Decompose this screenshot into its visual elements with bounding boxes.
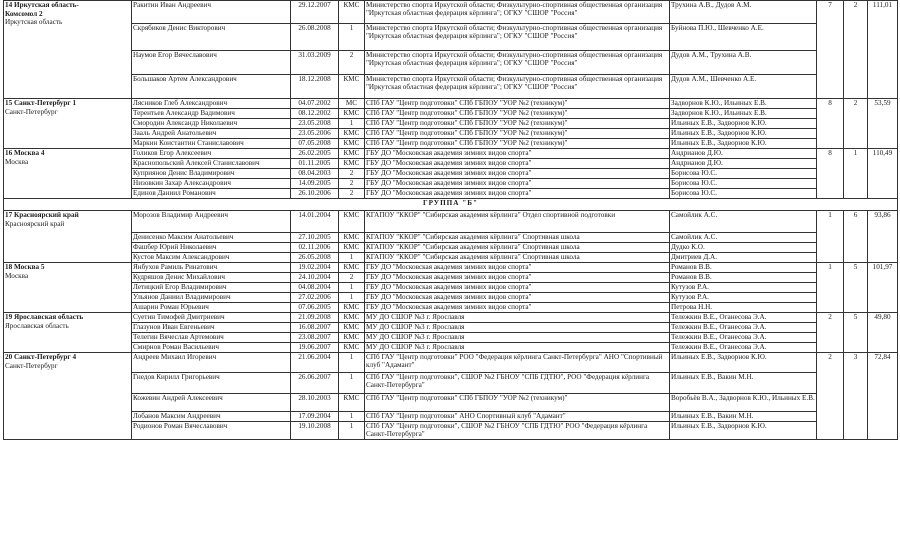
birth-date: 21.09.2008 <box>291 313 339 323</box>
player-name: Лобанов Максим Андреевич <box>132 412 291 422</box>
player-name: Терентьев Александр Вадимович <box>132 109 291 119</box>
coach: Борисова Ю.С. <box>670 189 817 199</box>
team-place: 8 <box>817 99 844 149</box>
sport-rank: КМС <box>339 323 365 333</box>
player-row <box>4 189 898 199</box>
birth-date: 18.12.2008 <box>291 75 339 99</box>
organization: КГАПОУ "ККОР" "Сибирская академия кёрлинга" Отдел спортивной подготовки <box>365 211 670 233</box>
coach: Романов В.В. <box>670 263 817 273</box>
team-cell <box>4 313 132 353</box>
player-row <box>4 253 898 263</box>
team-number: 15 <box>5 99 13 107</box>
sport-rank: КМС <box>339 243 365 253</box>
coach: Дудов А.М., Шевченко А.Е. <box>670 75 817 99</box>
organization: ГБУ ДО "Московская академия зимних видов спорта" <box>365 189 670 199</box>
sport-rank: КМС <box>339 313 365 323</box>
team-region: Ярославская область <box>5 321 69 330</box>
birth-date: 26.06.2007 <box>291 373 339 394</box>
team-place: 1 <box>817 211 844 263</box>
player-name: Летицкий Егор Владимирович <box>132 283 291 293</box>
player-row <box>4 273 898 283</box>
team-number: 17 <box>5 211 13 219</box>
sport-rank: 1 <box>339 412 365 422</box>
player-name: Андреев Михаил Игоревич <box>132 353 291 373</box>
player-row <box>4 24 898 51</box>
sport-rank: КМС <box>339 129 365 139</box>
player-row <box>4 243 898 253</box>
team-name: Санкт-Петербург 1 <box>13 99 77 107</box>
organization: ГБУ ДО "Московская академия зимних видов спорта" <box>365 159 670 169</box>
player-row <box>4 293 898 303</box>
coach: Тележкин В.Е., Оганесова Э.А. <box>670 333 817 343</box>
organization: ГБУ ДО "Московская академия зимних видов спорта" <box>365 303 670 313</box>
team-name: Москва 4 <box>13 149 45 157</box>
team-name: Красноярский край <box>13 211 79 219</box>
birth-date: 31.03.2009 <box>291 51 339 75</box>
coach: Буйнова П.Ю., Шевченко А.Е. <box>670 24 817 51</box>
coach: Ильиных Е.В., Задворнов К.Ю. <box>670 119 817 129</box>
sport-rank: 2 <box>339 189 365 199</box>
team-region: Санкт-Петербург <box>5 361 58 370</box>
birth-date: 07.06.2005 <box>291 303 339 313</box>
sport-rank: 1 <box>339 253 365 263</box>
organization: ГБУ ДО "Московская академия зимних видов спорта" <box>365 293 670 303</box>
team-name: Москва 5 <box>13 263 45 271</box>
player-row <box>4 343 898 353</box>
sport-rank: МС <box>339 99 365 109</box>
player-name: Янбухов Рамиль Ринатович <box>132 263 291 273</box>
team-number: 19 <box>5 313 13 321</box>
team-percent: 93,86 <box>868 211 898 263</box>
sport-rank: 1 <box>339 119 365 129</box>
coach: Дмитриев Д.А. <box>670 253 817 263</box>
coach: Тележкин В.Е., Оганесова Э.А. <box>670 343 817 353</box>
sport-rank: 1 <box>339 283 365 293</box>
player-name: Денисенко Максим Анатольевич <box>132 233 291 243</box>
player-name: Зааль Андрей Анатольевич <box>132 129 291 139</box>
player-name: Ракитин Иван Андреевич <box>132 1 291 24</box>
organization: ГБУ ДО "Московская академия зимних видов спорта" <box>365 283 670 293</box>
team-region: Иркутская область <box>5 18 63 26</box>
player-row <box>4 394 898 412</box>
player-row <box>4 119 898 129</box>
birth-date: 27.02.2006 <box>291 293 339 303</box>
organization: СПб ГАУ "Центр подготовки" СПб ГБПОУ "УОР №2 (техникум)" <box>365 109 670 119</box>
player-name: Телегин Вячеслав Артемович <box>132 333 291 343</box>
player-row <box>4 323 898 333</box>
coach: Ильиных Е.В., Задворнов К.Ю. <box>670 353 817 373</box>
team-points: 5 <box>844 263 868 313</box>
team-place: 7 <box>817 1 844 99</box>
player-row <box>4 303 898 313</box>
sport-rank: КМС <box>339 75 365 99</box>
organization: СПб ГАУ "Центр подготовки" СПб ГБПОУ "УОР №2 (техникум)" <box>365 119 670 129</box>
birth-date: 19.06.2007 <box>291 343 339 353</box>
player-row <box>4 233 898 243</box>
player-name: Маркин Константин Станиславович <box>132 139 291 149</box>
sport-rank: КМС <box>339 211 365 233</box>
birth-date: 02.11.2006 <box>291 243 339 253</box>
birth-date: 04.08.2004 <box>291 283 339 293</box>
player-name: Кудряшов Денис Михайлович <box>132 273 291 283</box>
team-region: Красноярский край <box>5 219 65 228</box>
sport-rank: КМС <box>339 149 365 159</box>
team-points: 3 <box>844 353 868 440</box>
coach: Андрианов Д.Ю. <box>670 159 817 169</box>
player-name: Единов Даниил Романович <box>132 189 291 199</box>
team-place: 1 <box>817 263 844 313</box>
player-name: Смирнов Роман Васильевич <box>132 343 291 353</box>
player-row <box>4 1 898 24</box>
team-percent: 111,01 <box>868 1 898 99</box>
organization: СПб ГАУ "Центр подготовки" СПб ГБПОУ "УОР №2 (техникум)" <box>365 99 670 109</box>
birth-date: 23.08.2007 <box>291 333 339 343</box>
organization: СПб ГАУ "Центр подготовки" СПб ГБПОУ "УОР №2 (техникум)" <box>365 139 670 149</box>
sport-rank: КМС <box>339 159 365 169</box>
organization: ГБУ ДО "Московская академия зимних видов спорта" <box>365 149 670 159</box>
team-place: 8 <box>817 149 844 199</box>
coach: Петрова Н.Н. <box>670 303 817 313</box>
player-name: Скрябиков Денис Викторович <box>132 24 291 51</box>
coach: Кутузов Р.А. <box>670 293 817 303</box>
birth-date: 04.07.2002 <box>291 99 339 109</box>
coach: Задворнов К.Ю., Ильиных Е.В. <box>670 99 817 109</box>
team-name: Иркутская область- <box>13 1 79 9</box>
sport-rank: КМС <box>339 394 365 412</box>
player-row <box>4 283 898 293</box>
sport-rank: 2 <box>339 169 365 179</box>
player-row <box>4 75 898 99</box>
organization: МУ ДО СШОР №3 г. Ярославля <box>365 313 670 323</box>
coach: Трухина А.В., Дудов А.М. <box>670 1 817 24</box>
coach: Дудов А.М., Трухина А.В. <box>670 51 817 75</box>
coach: Воробьёв В.А., Задворнов К.Ю., Ильиных Е.В. <box>670 394 817 412</box>
coach: Ильиных Е.В., Задворнов К.Ю. <box>670 139 817 149</box>
sport-rank: КМС <box>339 1 365 24</box>
organization: СПб ГАУ "Центр подготовки" СПб ГБПОУ "УОР №2 (техникум)" <box>365 394 670 412</box>
player-row <box>4 149 898 159</box>
group-a-rows <box>4 1 898 199</box>
coach: Ильиных Е.В., Вакин М.Н. <box>670 373 817 394</box>
coach: Кутузов Р.А. <box>670 283 817 293</box>
coach: Борисова Ю.С. <box>670 169 817 179</box>
organization: СПб ГАУ "Центр подготовки" СПб ГБПОУ "УОР №2 (техникум)" <box>365 129 670 139</box>
sport-rank: КМС <box>339 139 365 149</box>
player-name: Родионов Роман Вячеславович <box>132 422 291 440</box>
sport-rank: КМС <box>339 333 365 343</box>
birth-date: 27.10.2005 <box>291 233 339 243</box>
birth-date: 21.06.2004 <box>291 353 339 373</box>
organization: Министерство спорта Иркутской области; Физкультурно-спортивная общественная организация "Иркутская областная федерация кёрлинга"; ОГКУ "СШОР "Россия" <box>365 75 670 99</box>
player-row <box>4 109 898 119</box>
sport-rank: 2 <box>339 273 365 283</box>
birth-date: 26.02.2005 <box>291 149 339 159</box>
organization: ГБУ ДО "Московская академия зимних видов спорта" <box>365 179 670 189</box>
birth-date: 07.05.2008 <box>291 139 339 149</box>
birth-date: 08.04.2003 <box>291 169 339 179</box>
organization: МУ ДО СШОР №3 г. Ярославля <box>365 333 670 343</box>
team-place: 2 <box>817 313 844 353</box>
sport-rank: КМС <box>339 109 365 119</box>
coach: Ильиных Е.В., Задворнов К.Ю. <box>670 129 817 139</box>
organization: КГАПОУ "ККОР" "Сибирская академия кёрлинга" Спортивная школа <box>365 253 670 263</box>
player-name: Большаков Артем Александрович <box>132 75 291 99</box>
player-row <box>4 412 898 422</box>
team-points: 5 <box>844 313 868 353</box>
player-row <box>4 99 898 109</box>
coach: Ильиных Е.В., Вакин М.Н. <box>670 412 817 422</box>
player-row <box>4 373 898 394</box>
sport-rank: КМС <box>339 263 365 273</box>
team-place: 2 <box>817 353 844 440</box>
birth-date: 19.10.2008 <box>291 422 339 440</box>
team-cell <box>4 211 132 263</box>
sport-rank: КМС <box>339 343 365 353</box>
organization: ГБУ ДО "Московская академия зимних видов спорта" <box>365 169 670 179</box>
team-cell <box>4 263 132 313</box>
team-cell <box>4 99 132 149</box>
player-name: Краснопольский Алексей Станиславович <box>132 159 291 169</box>
birth-date: 23.05.2006 <box>291 129 339 139</box>
team-name-line2: Комсомол 2 <box>5 9 43 18</box>
birth-date: 16.08.2007 <box>291 323 339 333</box>
team-points: 1 <box>844 149 868 199</box>
birth-date: 08.12.2002 <box>291 109 339 119</box>
player-name: Морозов Владимир Андреевич <box>132 211 291 233</box>
player-name: Голиков Егор Алексеевич <box>132 149 291 159</box>
sport-rank: 1 <box>339 373 365 394</box>
organization: СПб ГАУ "Центр подготовки" РОО "Федерация кёрлинга Санкт-Петербурга" АНО "Спортивный клуб "Адамант" <box>365 353 670 373</box>
team-points: 6 <box>844 211 868 263</box>
organization: Министерство спорта Иркутской области; Физкультурно-спортивная общественная организация "Иркутская областная федерация кёрлинга"; ОГКУ "СШОР "Россия" <box>365 24 670 51</box>
organization: СПб ГАУ "Центр подготовки", СШОР №2 ГБНОУ "СПБ ГДТЮ" РОО "Федерация кёрлинга Санкт-Петербурга" <box>365 422 670 440</box>
team-points: 2 <box>844 1 868 99</box>
player-name: Суетин Тимофей Дмитриевич <box>132 313 291 323</box>
birth-date: 19.02.2004 <box>291 263 339 273</box>
organization: СПб ГАУ "Центр подготовки", СШОР №2 ГБНОУ "СПБ ГДТЮ", РОО "Федерация кёрлинга Санкт-Петербурга" <box>365 373 670 394</box>
birth-date: 26.10.2006 <box>291 189 339 199</box>
player-name: Кустов Максим Александрович <box>132 253 291 263</box>
organization: ГБУ ДО "Московская академия зимних видов спорта" <box>365 273 670 283</box>
coach: Задворнов К.Ю., Ильиных Е.В. <box>670 109 817 119</box>
player-row <box>4 353 898 373</box>
player-row <box>4 129 898 139</box>
organization: МУ ДО СШОР №3 г. Ярославля <box>365 323 670 333</box>
team-percent: 53,59 <box>868 99 898 149</box>
player-row <box>4 313 898 323</box>
birth-date: 01.11.2005 <box>291 159 339 169</box>
birth-date: 24.10.2004 <box>291 273 339 283</box>
birth-date: 28.10.2003 <box>291 394 339 412</box>
player-name: Куприянов Денис Владимирович <box>132 169 291 179</box>
coach: Тележкин В.Е., Оганесова Э.А. <box>670 323 817 333</box>
organization: СПб ГАУ "Центр подготовки" АНО Спортивный клуб "Адамант" <box>365 412 670 422</box>
birth-date: 29.12.2007 <box>291 1 339 24</box>
player-name: Глазунов Иван Евгеньевич <box>132 323 291 333</box>
organization: МУ ДО СШОР №3 г. Ярославля <box>365 343 670 353</box>
coach: Самойлик А.С. <box>670 233 817 243</box>
player-row <box>4 179 898 189</box>
coach: Тележкин В.Е., Оганесова Э.А. <box>670 313 817 323</box>
birth-date: 26.05.2008 <box>291 253 339 263</box>
sport-rank: 1 <box>339 293 365 303</box>
player-name: Низовкин Захар Александрович <box>132 179 291 189</box>
sport-rank: КМС <box>339 303 365 313</box>
organization: Министерство спорта Иркутской области; Физкультурно-спортивная общественная организация "Иркутская областная федерация кёрлинга"; ОГКУ "СШОР "Россия" <box>365 1 670 24</box>
player-name: Кожевин Андрей Алексеевич <box>132 394 291 412</box>
group-b-rows <box>4 211 898 440</box>
team-name: Ярославская область <box>13 313 84 321</box>
coach: Романов В.В. <box>670 273 817 283</box>
player-name: Ашарин Роман Юрьевич <box>132 303 291 313</box>
organization: ГБУ ДО "Московская академия зимних видов спорта" <box>365 263 670 273</box>
birth-date: 26.08.2008 <box>291 24 339 51</box>
group-b-header: ГРУППА "Б" <box>4 199 898 211</box>
birth-date: 17.09.2004 <box>291 412 339 422</box>
player-name: Ульянов Даниил Владимирович <box>132 293 291 303</box>
organization: КГАПОУ "ККОР" "Сибирская академия кёрлинга" Спортивная школа <box>365 243 670 253</box>
player-name: Гнедов Кирилл Григорьевич <box>132 373 291 394</box>
coach: Дудко К.О. <box>670 243 817 253</box>
player-row <box>4 169 898 179</box>
team-percent: 72,84 <box>868 353 898 440</box>
coach: Борисова Ю.С. <box>670 179 817 189</box>
birth-date: 23.05.2008 <box>291 119 339 129</box>
team-cell <box>4 149 132 199</box>
player-name: Фашбер Юрий Николаевич <box>132 243 291 253</box>
team-region: Москва <box>5 157 29 166</box>
sport-rank: КМС <box>339 233 365 243</box>
player-row <box>4 139 898 149</box>
player-name: Смородин Александр Николаевич <box>132 119 291 129</box>
team-region: Санкт-Петербург <box>5 107 58 116</box>
player-row <box>4 422 898 440</box>
organization: КГАПОУ "ККОР" "Сибирская академия кёрлинга" Спортивная школа <box>365 233 670 243</box>
birth-date: 14.01.2004 <box>291 211 339 233</box>
player-row <box>4 333 898 343</box>
team-number: 20 <box>5 353 13 361</box>
player-name: Лясников Глеб Александрович <box>132 99 291 109</box>
team-percent: 110,49 <box>868 149 898 199</box>
player-name: Наумов Егор Вячеславович <box>132 51 291 75</box>
coach: Ильиных Е.В., Задворнов К.Ю. <box>670 422 817 440</box>
team-name: Санкт-Петербург 4 <box>13 353 77 361</box>
team-number: 18 <box>5 263 13 271</box>
team-number: 14 <box>5 1 13 9</box>
player-row <box>4 51 898 75</box>
player-row <box>4 263 898 273</box>
birth-date: 14.09.2005 <box>291 179 339 189</box>
team-cell <box>4 353 132 440</box>
team-number: 16 <box>5 149 13 157</box>
sport-rank: 1 <box>339 353 365 373</box>
coach: Самойлик А.С. <box>670 211 817 233</box>
group-b-header-row <box>4 199 898 211</box>
team-region: Москва <box>5 271 29 280</box>
results-table <box>3 0 898 440</box>
player-row <box>4 211 898 233</box>
team-percent: 49,80 <box>868 313 898 353</box>
team-points: 2 <box>844 99 868 149</box>
sport-rank: 2 <box>339 51 365 75</box>
organization: Министерство спорта Иркутской области; Физкультурно-спортивная общественная организация "Иркутская областная федерация кёрлинга"; ОГКУ "СШОР "Россия" <box>365 51 670 75</box>
player-row <box>4 159 898 169</box>
team-cell <box>4 1 132 99</box>
team-percent: 101,97 <box>868 263 898 313</box>
sport-rank: 1 <box>339 422 365 440</box>
sport-rank: 1 <box>339 24 365 51</box>
sport-rank: 2 <box>339 179 365 189</box>
coach: Андрианов Д.Ю. <box>670 149 817 159</box>
